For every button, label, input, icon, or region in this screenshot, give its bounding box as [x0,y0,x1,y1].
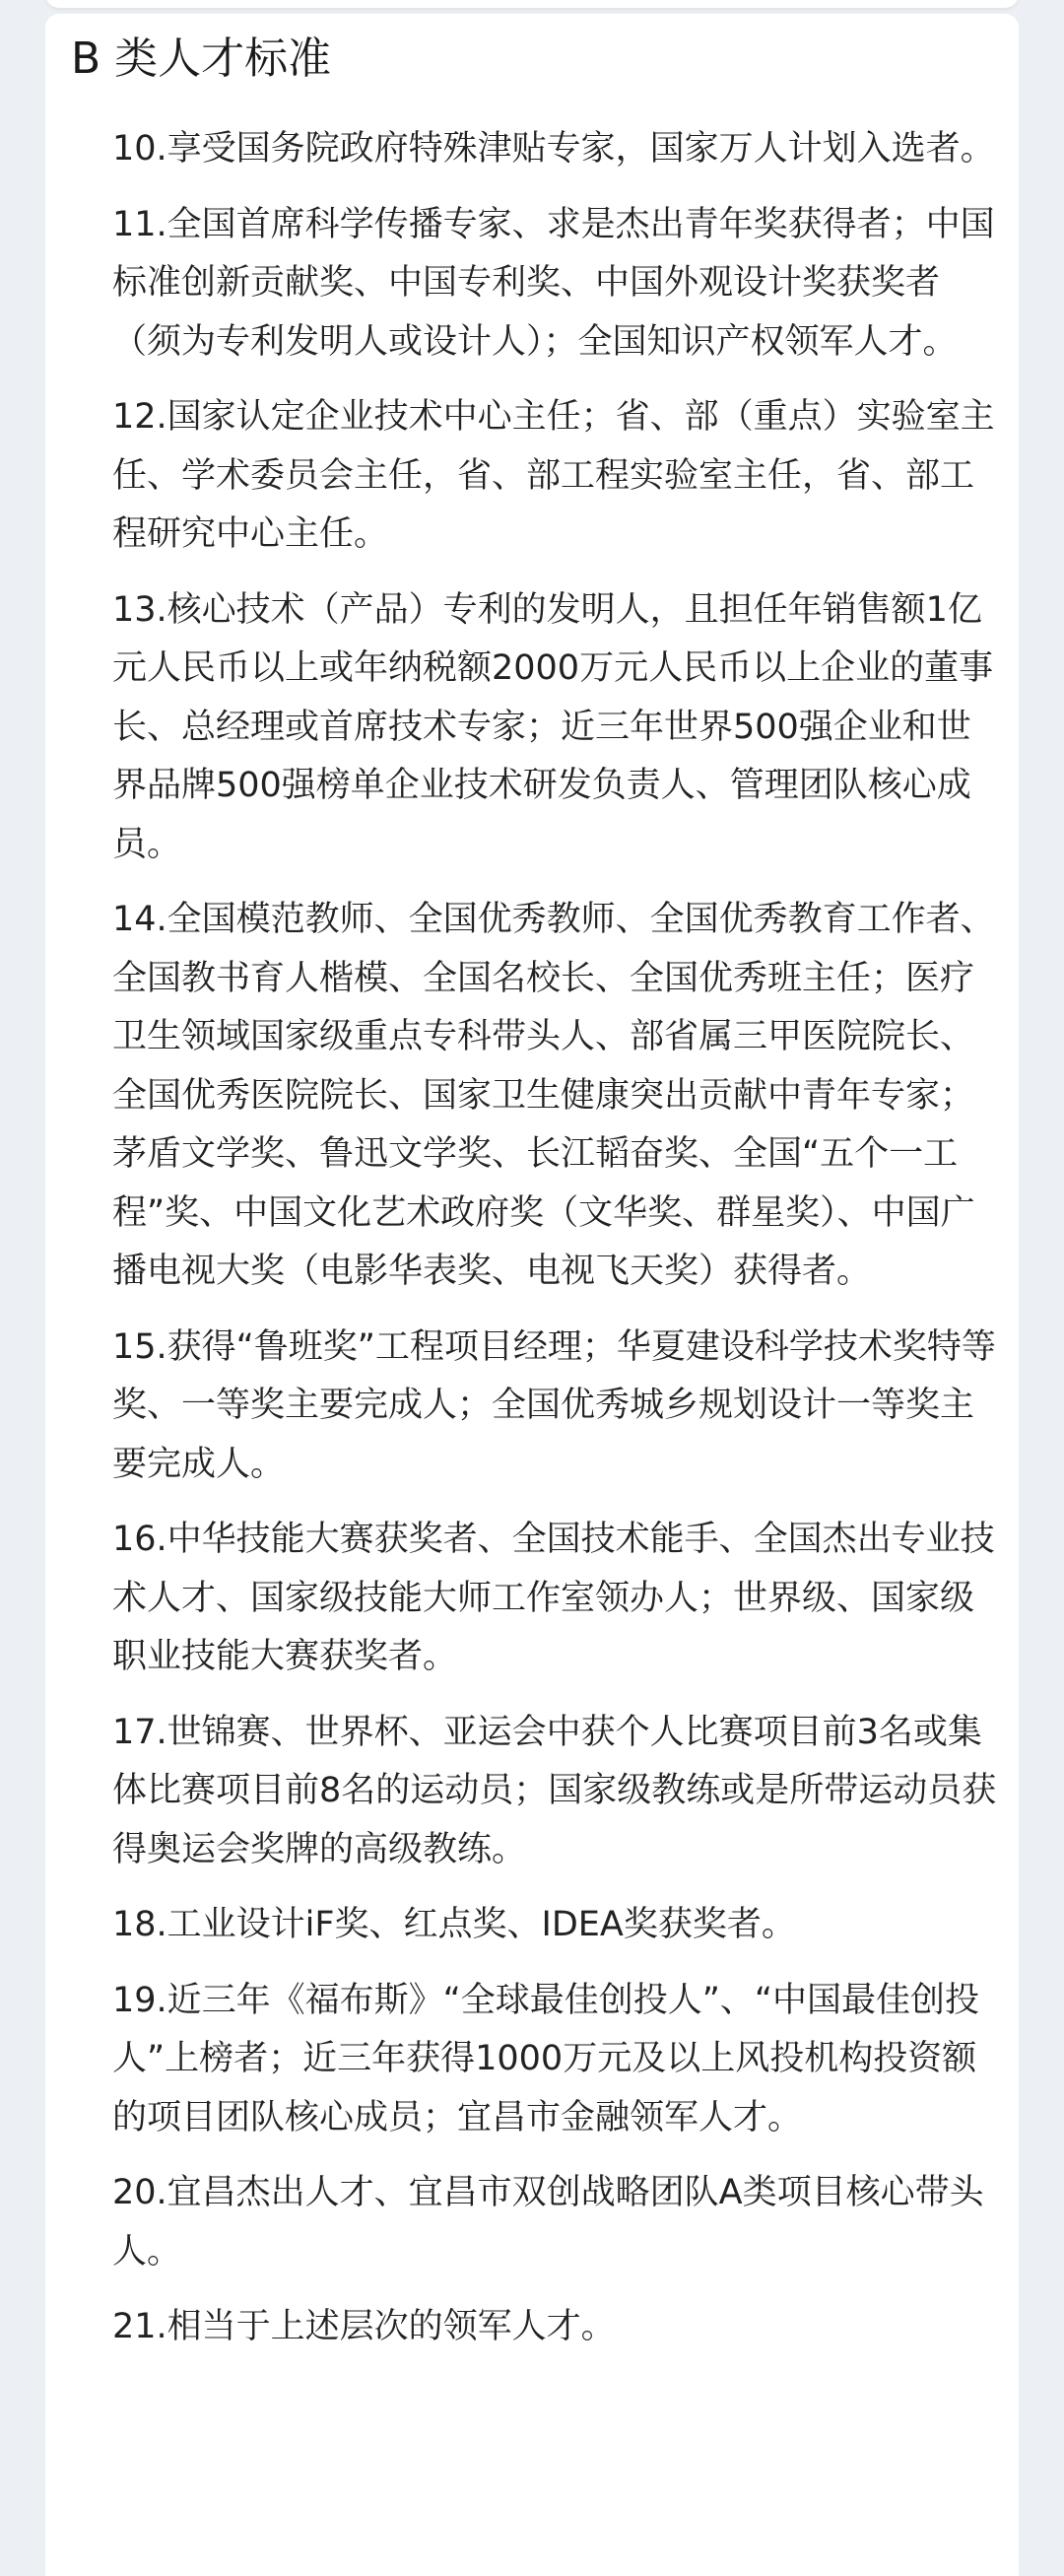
previous-card-bottom [45,0,1019,8]
list-item: 18.工业设计iF奖、红点奖、IDEA奖获奖者。 [112,1905,796,1944]
list-item: 19.近三年《福布斯》“全球最佳创投人”、“中国最佳创投人”上榜者；近三年获得1000万元及以上风投机构投资额的项目团队核心成员；宜昌市金融领军人才。 [112,1980,980,2137]
section-title: B 类人才标准 [71,34,332,84]
list-item: 17.世锦赛、世界杯、亚运会中获个人比赛项目前3名或集体比赛项目前8名的运动员；国家级教练或是所带运动员获得奥运会奖牌的高级教练。 [112,1712,997,1869]
list-item: 14.全国模范教师、全国优秀教师、全国优秀教育工作者、全国教书育人楷模、全国名校长、全国优秀班主任；医疗卫生领域国家级重点专科带头人、部省属三甲医院院长、全国优秀医院院长、国家卫生健康突出贡献中青年专家；茅盾文学奖、鲁迅文学奖、长江韬奋奖、全国“五个一工程”奖、中国文化艺术政府奖（文华奖、群星奖）、中国广播电视大奖（电影华表奖、电视飞天奖）获得者。 [112,900,995,1291]
list-item: 13.核心技术（产品）专利的发明人，且担任年销售额1亿元人民币以上或年纳税额2000万元人民币以上企业的董事长、总经理或首席技术专家；近三年世界500强企业和世界品牌500强榜单企业技术研发负责人、管理团队核心成员。 [112,589,994,864]
criteria-list [112,120,999,2374]
list-item: 15.获得“鲁班奖”工程项目经理；华夏建设科学技术奖特等奖、一等奖主要完成人；全国优秀城乡规划设计一等奖主要完成人。 [112,1326,996,1484]
list-item: 16.中华技能大赛获奖者、全国技术能手、全国杰出专业技术人才、国家级技能大师工作室领办人；世界级、国家级职业技能大赛获奖者。 [112,1520,995,1676]
list-item: 10.享受国务院政府特殊津贴专家，国家万人计划入选者。 [112,129,995,169]
content-card [45,14,1019,2576]
list-item: 20.宜昌杰出人才、宜昌市双创战略团队A类项目核心带头人。 [112,2173,984,2271]
list-item: 12.国家认定企业技术中心主任；省、部（重点）实验室主任、学术委员会主任，省、部工程实验室主任，省、部工程研究中心主任。 [112,397,995,554]
list-item: 21.相当于上述层次的领军人才。 [112,2307,616,2346]
list-item: 11.全国首席科学传播专家、求是杰出青年奖获得者；中国标准创新贡献奖、中国专利奖、中国外观设计奖获奖者（须为专利发明人或设计人）；全国知识产权领军人才。 [112,204,995,362]
